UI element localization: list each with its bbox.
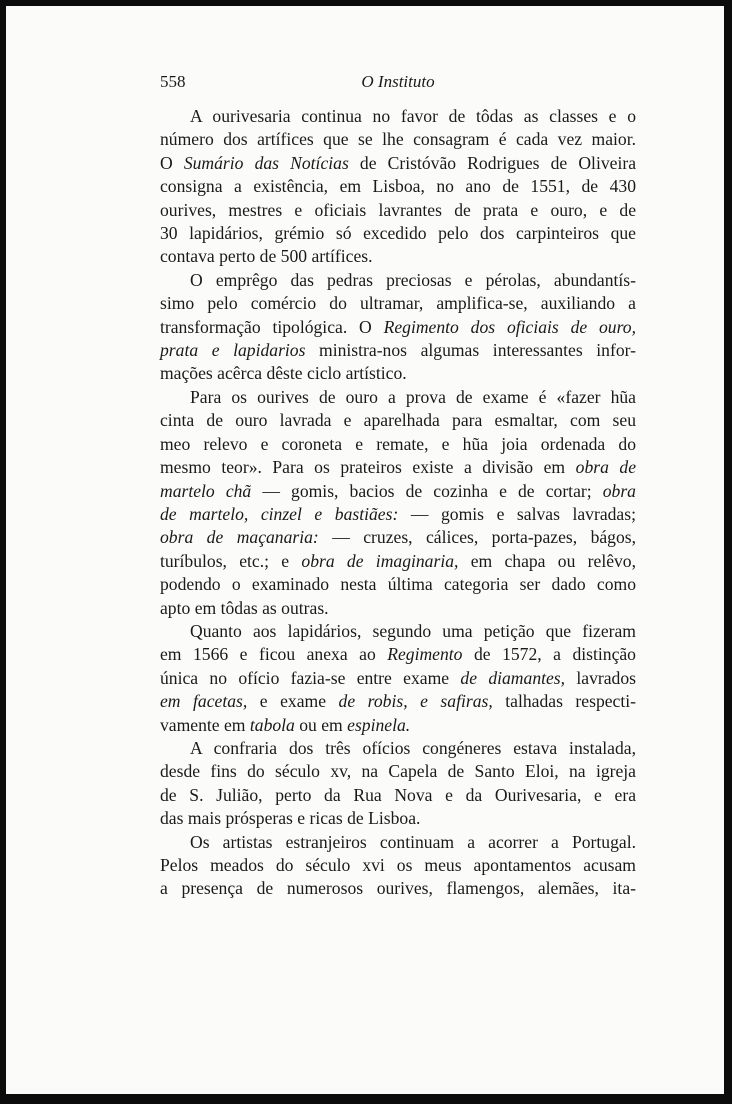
text-run: Para os ourives de ouro a prova de exame é «fazer hũa bbox=[190, 386, 636, 407]
text-run: A confraria dos três ofícios congéneres estava instalada, bbox=[190, 737, 636, 758]
text-line bbox=[160, 292, 636, 315]
text-run: a presença de numerosos ourives, flamengos, alemães, ita- bbox=[160, 878, 636, 899]
text-run: de 1572, a distinção bbox=[462, 644, 636, 665]
text-run: O bbox=[160, 152, 184, 173]
text-run: cinta de ouro lavrada e aparelhada para esmaltar, com seu bbox=[160, 410, 636, 431]
text-run: em 1566 e ficou anexa ao bbox=[160, 644, 388, 665]
text-run: de Cristóvão Rodrigues de Oliveira bbox=[348, 152, 636, 173]
text-run: O emprêgo das pedras preciosas e pérolas, abundantís- bbox=[190, 269, 636, 290]
text-run: — cruzes, cálices, porta-pazes, bágos, bbox=[318, 527, 637, 548]
text-line bbox=[160, 597, 636, 620]
text-run: das mais prósperas e ricas de Lisboa. bbox=[160, 808, 421, 829]
italic-title: de martelo, cinzel e bastiães: bbox=[160, 503, 399, 524]
text-run: de S. Julião, perto da Rua Nova e da Ourivesaria, e era bbox=[160, 784, 636, 805]
text-run: ministra-nos algumas interessantes infor- bbox=[305, 340, 636, 361]
text-run: mesmo teor». Para os prateiros existe a divisão em bbox=[160, 457, 576, 478]
text-line bbox=[160, 550, 636, 573]
italic-title: obra de maçanaria: bbox=[160, 527, 319, 548]
text-line bbox=[160, 690, 636, 713]
text-line bbox=[160, 807, 636, 830]
text-run: consigna a existência, em Lisboa, no ano de 1551, de 430 bbox=[160, 176, 636, 197]
text-line bbox=[160, 362, 636, 385]
italic-title: espinela. bbox=[347, 714, 411, 735]
text-line bbox=[160, 854, 636, 877]
text-run: vamente em bbox=[160, 714, 250, 735]
text-run: simo pelo comércio do ultramar, amplifica-se, auxiliando a bbox=[160, 293, 636, 314]
text-line bbox=[160, 152, 636, 175]
running-title: O Instituto bbox=[361, 72, 435, 91]
text-line bbox=[160, 877, 636, 900]
text-run: ourives, mestres e oficiais lavrantes de prata e ouro, e de bbox=[160, 199, 636, 220]
italic-title: de diamantes, bbox=[460, 667, 566, 688]
italic-title: martelo chã bbox=[160, 480, 252, 501]
text-line bbox=[160, 784, 636, 807]
text-run: — gomis e salvas lavradas; bbox=[398, 503, 636, 524]
text-line bbox=[160, 831, 636, 854]
text-line bbox=[160, 199, 636, 222]
text-line bbox=[160, 316, 636, 339]
text-line bbox=[160, 503, 636, 526]
text-line bbox=[160, 737, 636, 760]
italic-title: obra bbox=[602, 480, 636, 501]
text-line bbox=[160, 714, 636, 737]
text-line bbox=[160, 339, 636, 362]
italic-title: de robis, e safiras, bbox=[338, 691, 493, 712]
text-run: desde fins do século xv, na Capela de Santo Eloi, na igreja bbox=[160, 761, 636, 782]
text-run: mações acêrca dêste ciclo artístico. bbox=[160, 363, 407, 384]
paragraph bbox=[160, 269, 636, 386]
text-run: Pelos meados do século xvi os meus apontamentos acusam bbox=[160, 855, 636, 875]
italic-title: obra de imaginaria, bbox=[301, 550, 459, 571]
text-run: turíbulos, etc.; e bbox=[160, 550, 302, 571]
text-run: número dos artífices que se lhe consagram é cada vez maior. bbox=[160, 129, 636, 150]
italic-title: prata e lapidarios bbox=[160, 340, 306, 361]
text-line bbox=[160, 105, 636, 128]
text-run: Quanto aos lapidários, segundo uma petição que fizeram bbox=[190, 620, 636, 641]
text-run: única no ofício fazia-se entre exame bbox=[160, 667, 461, 688]
text-line bbox=[160, 573, 636, 596]
text-run: talhadas respecti- bbox=[492, 691, 636, 712]
text-run: 30 lapidários, grémio só excedido pelo dos carpinteiros que bbox=[160, 223, 636, 244]
paragraph bbox=[160, 831, 636, 901]
paragraph bbox=[160, 105, 636, 269]
italic-title: obra de bbox=[575, 457, 636, 478]
text-run: lavrados bbox=[565, 667, 636, 688]
italic-title: tabola bbox=[249, 714, 295, 735]
italic-title: Regimento dos oficiais de ouro, bbox=[383, 316, 636, 337]
text-line bbox=[160, 386, 636, 409]
text-line bbox=[160, 409, 636, 432]
book-page bbox=[6, 6, 724, 1094]
text-run: transformação tipológica. O bbox=[160, 316, 384, 337]
italic-title: em facetas, bbox=[160, 691, 248, 712]
italic-title: Regimento bbox=[387, 644, 463, 665]
paragraph bbox=[160, 386, 636, 620]
text-line bbox=[160, 667, 636, 690]
text-run: contava perto de 500 artífices. bbox=[160, 246, 373, 267]
text-run: Os artistas estranjeiros continuam a acorrer a Portugal. bbox=[190, 831, 636, 852]
text-line bbox=[160, 269, 636, 292]
text-run: ou em bbox=[294, 714, 348, 735]
text-line bbox=[160, 128, 636, 151]
text-run: apto em tôdas as outras. bbox=[160, 597, 329, 618]
text-line bbox=[160, 643, 636, 666]
text-line bbox=[160, 222, 636, 245]
text-run: e exame bbox=[247, 691, 339, 712]
text-line bbox=[160, 526, 636, 549]
italic-title: Sumário das Notícias bbox=[183, 152, 349, 173]
text-line bbox=[160, 456, 636, 479]
paragraph bbox=[160, 620, 636, 737]
text-line bbox=[160, 245, 636, 268]
page-number: 558 bbox=[160, 72, 186, 91]
paragraph bbox=[160, 737, 636, 831]
body-text bbox=[160, 105, 636, 901]
text-run: — gomis, bacios de cozinha e de cortar; bbox=[251, 480, 603, 501]
text-run: meo relevo e coroneta e remate, e hũa joia ordenada do bbox=[160, 433, 636, 454]
text-line bbox=[160, 433, 636, 456]
text-line bbox=[160, 480, 636, 503]
text-line bbox=[160, 760, 636, 783]
text-run: podendo o examinado nesta última categoria ser dado como bbox=[160, 574, 636, 595]
text-run: A ourivesaria continua no favor de tôdas as classes e o bbox=[190, 106, 636, 126]
text-run: em chapa ou relêvo, bbox=[458, 550, 637, 571]
text-line bbox=[160, 175, 636, 198]
page-header bbox=[160, 72, 636, 96]
text-line bbox=[160, 620, 636, 643]
